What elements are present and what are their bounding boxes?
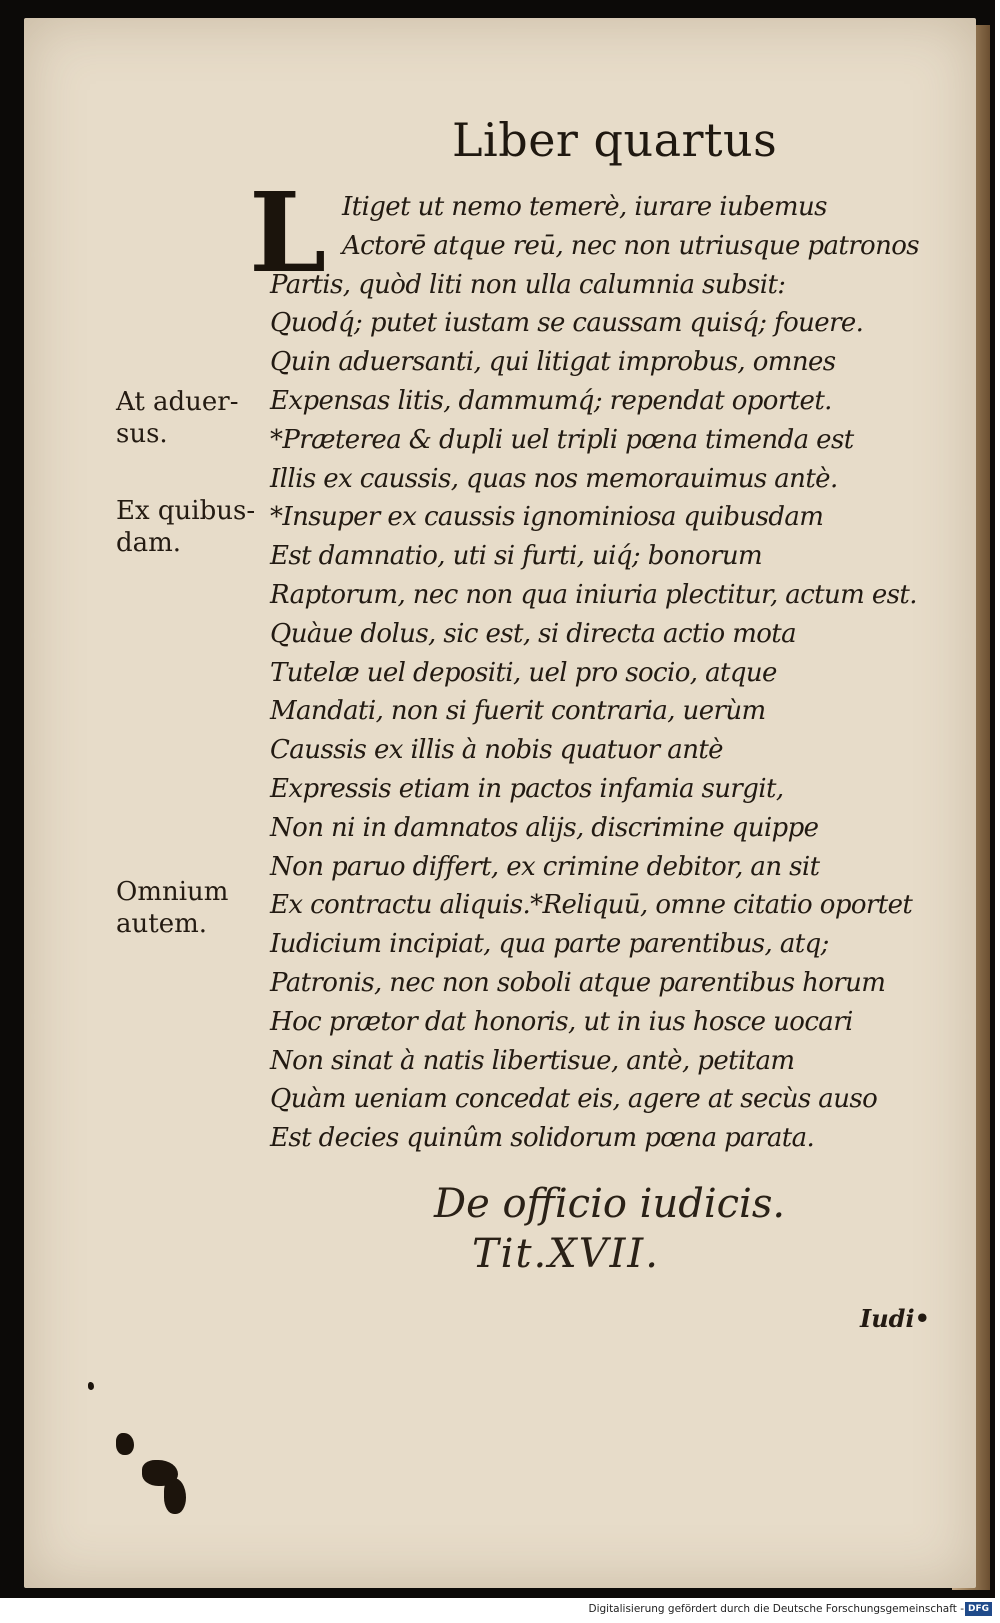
marginal-note-line: At aduer- [116,387,239,417]
verse-line: Non paruo differt, ex crimine debitor, an sit [270,851,820,882]
verse-line: Quin aduersanti, qui litigat improbus, omnes [270,347,836,378]
dfg-logo: DFG [965,1602,992,1616]
verse-line: Iudicium incipiat, qua parte parentibus, atq; [270,929,829,960]
drop-capital: L [249,168,327,297]
running-header: Liber quartus [452,113,778,167]
marginal-note-line: sus. [116,419,168,449]
verse-line: Quàue dolus, sic est, si directa actio mota [270,618,797,649]
verse-line: Partis, quòd liti non ulla calumnia subsit: [270,269,786,300]
marginal-note [116,386,256,450]
verse-line: Est decies quinûm solidorum pœna parata. [270,1123,815,1154]
marginal-note-line: Ex quibus- [116,496,256,526]
verse-line: Patronis, nec non soboli atque parentibus horum [270,967,886,998]
marginal-note-line: dam. [116,528,182,558]
verse-line: Ex contractu aliquis.*Reliquū, omne citatio oportet [270,890,913,921]
verse-line: Itiget ut nemo temerè, iurare iubemus [342,192,827,222]
verse-line: Expensas litis, dammumq́; rependat oportet. [270,385,832,416]
verse-line: Non ni in damnatos alijs, discrimine quippe [270,812,819,843]
verse-line: Est damnatio, uti si furti, uiq́; bonorum [270,541,763,572]
ink-stain [164,1478,186,1514]
title-number: Tit.XVII. [472,1231,660,1277]
verse-line: Expressis etiam in pactos infamia surgit, [270,773,784,804]
verse-line: Mandati, non si fuerit contraria, uerùm [270,696,766,727]
catchword: Iudi• [860,1304,930,1333]
ink-stain [88,1382,94,1390]
verse-line: Caussis ex illis à nobis quatuor antè [270,735,723,766]
verse-line: Quàm ueniam concedat eis, agere at secùs auso [270,1084,878,1115]
marginal-note-line: Omnium [116,877,229,907]
verse-line: Tutelæ uel depositi, uel pro socio, atque [270,657,777,688]
verse-line: *Insuper ex caussis ignominiosa quibusdam [270,502,824,533]
verse-line: Actorē atque reū, nec non utriusque patronos [342,230,920,261]
verse-line: *Præterea & dupli uel tripli pœna timenda est [270,424,854,455]
verse-line: Raptorum, nec non qua iniuria plectitur, actum est. [270,579,917,610]
verse-line: Illis ex caussis, quas nos memorauimus antè. [270,463,838,494]
marginal-note-line: autem. [116,909,207,939]
verse-line: Hoc prætor dat honoris, ut in ius hosce uocari [270,1006,853,1037]
verse-line: Quodq́; putet iustam se caussam quisq́; fouere. [270,308,864,339]
ink-stain [116,1433,134,1455]
marginal-note [116,495,256,559]
verse-block [270,188,960,1158]
verse-line: Non sinat à natis libertisue, antè, petitam [270,1045,795,1076]
section-heading: De officio iudicis. [434,1181,786,1227]
digitization-credit: Digitalisierung gefördert durch die Deutsche Forschungsgemeinschaft - [588,1603,964,1615]
marginal-note [116,876,256,940]
book-page [24,18,976,1588]
